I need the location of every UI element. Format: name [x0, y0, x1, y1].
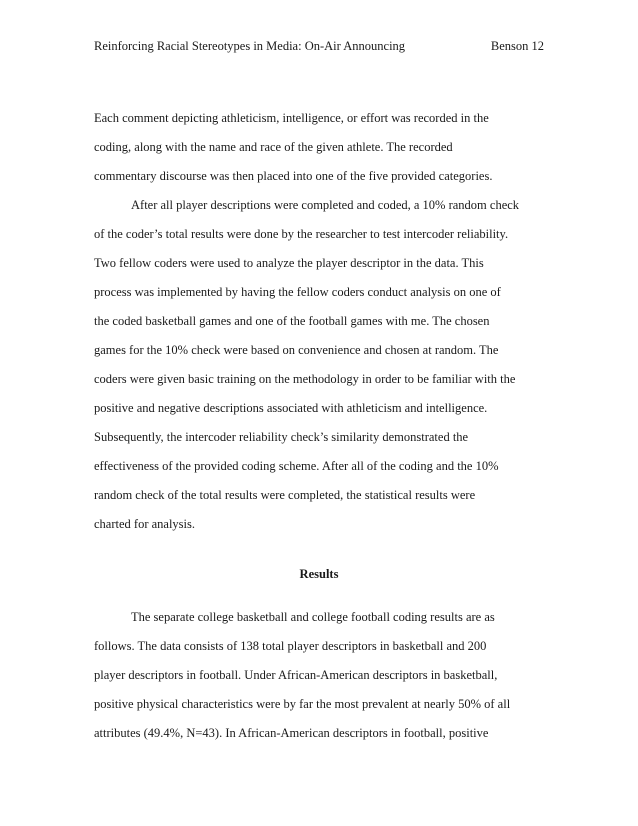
body-line: coders were given basic training on the methodology in order to be familiar with the — [94, 372, 516, 386]
body-line: effectiveness of the provided coding scheme. After all of the coding and the 10% — [94, 459, 499, 473]
body-line: Each comment depicting athleticism, intelligence, or effort was recorded in the — [94, 111, 489, 125]
results-line: positive physical characteristics were by far the most prevalent at nearly 50% of all — [94, 697, 511, 711]
body-line: commentary discourse was then placed into one of the five provided categories. — [94, 169, 493, 183]
body-line: coding, along with the name and race of the given athlete. The recorded — [94, 140, 453, 154]
results-line: The separate college basketball and college football coding results are as — [131, 610, 495, 624]
body-line: of the coder’s total results were done by the researcher to test intercoder reliability. — [94, 227, 509, 241]
results-line: attributes (49.4%, N=43). In African-American descriptors in football, positive — [94, 726, 489, 740]
body-line: After all player descriptions were completed and coded, a 10% random check — [131, 198, 520, 212]
body-line: charted for analysis. — [94, 517, 196, 531]
body-line: random check of the total results were completed, the statistical results were — [94, 488, 476, 502]
results-line: player descriptors in football. Under African-American descriptors in basketball, — [94, 668, 498, 682]
body-line: positive and negative descriptions associated with athleticism and intelligence. — [94, 401, 488, 415]
running-header — [94, 37, 544, 55]
results-line: follows. The data consists of 138 total player descriptors in basketball and 200 — [94, 639, 487, 653]
section-heading-results: Results — [299, 567, 339, 581]
body-line: games for the 10% check were based on convenience and chosen at random. The — [94, 343, 499, 357]
header-page-number: Benson 12 — [490, 39, 544, 53]
body-line: the coded basketball games and one of the football games with me. The chosen — [94, 314, 490, 328]
header-title: Reinforcing Racial Stereotypes in Media: On-Air Announcing — [94, 39, 406, 53]
body-line: Subsequently, the intercoder reliability check’s similarity demonstrated the — [94, 430, 469, 444]
body-line: Two fellow coders were used to analyze the player descriptor in the data. This — [94, 256, 484, 270]
body-line: process was implemented by having the fellow coders conduct analysis on one of — [94, 285, 501, 299]
